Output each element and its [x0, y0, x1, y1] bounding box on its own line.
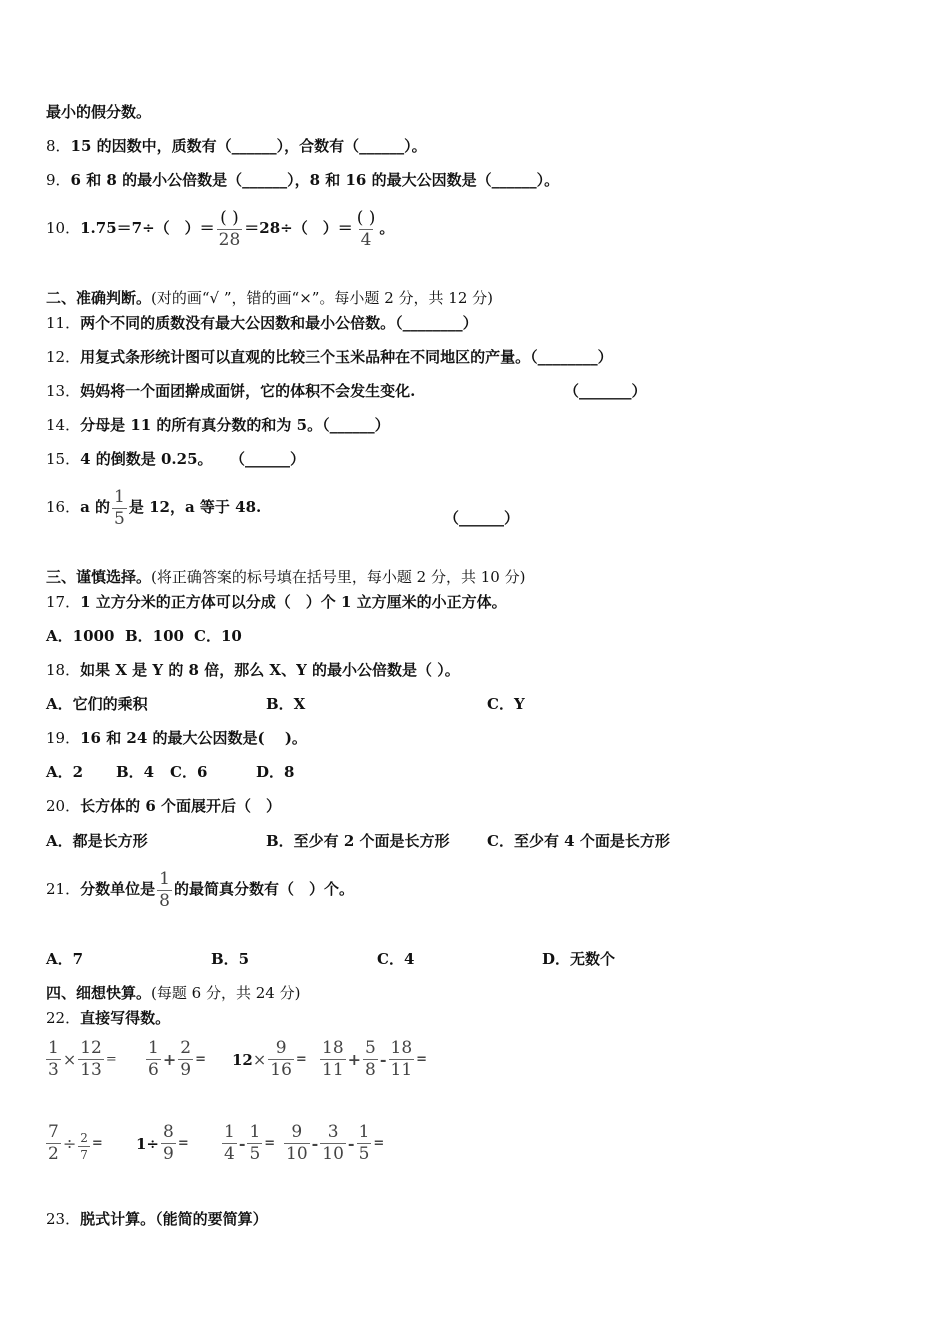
question-text: 用复式条形统计图可以直观的比较三个玉米品种在不同地区的产量。（________）: [80, 348, 613, 366]
question-text: 妈妈将一个面团擀成面饼，它的体积不会发生变化.: [80, 382, 416, 400]
question-text-post: 。: [379, 219, 395, 237]
option-d: D．无数个: [542, 950, 616, 968]
question-number: 9．: [46, 171, 71, 189]
question-text: 4 的倒数是 0.25。: [80, 450, 213, 468]
question-20: [46, 796, 281, 816]
option-a: A．7: [46, 950, 84, 968]
question-21: [46, 866, 354, 912]
answer-blank: （______）: [444, 509, 520, 527]
question-number: 8．: [46, 137, 71, 155]
answer-blank: （_______）: [564, 382, 647, 400]
question-number: 10．: [46, 219, 81, 237]
question-number: 22．: [46, 1009, 81, 1027]
section-title: 二、准确判断。: [46, 289, 152, 307]
question-23: [46, 1209, 268, 1229]
fraction-one-eighth: $\frac{1}{8}$: [159, 868, 170, 911]
question-number: 15．: [46, 450, 81, 468]
question-19: [46, 728, 307, 748]
question-number: 19．: [46, 729, 81, 747]
option-a: A．1000: [46, 627, 115, 645]
question-number: 16．: [46, 498, 81, 516]
section-3-heading: [46, 567, 525, 587]
question-text: 长方体的 6 个面展开后（ ）: [80, 797, 281, 815]
question-text: 15 的因数中，质数有（______），合数有（______）。: [70, 137, 427, 155]
calc-item: 1÷ $\frac{8}{9}$ =: [136, 1122, 189, 1164]
option-d: D．8: [256, 763, 295, 781]
question-number: 14．: [46, 416, 81, 434]
calc-item: $\frac{1}{4}$ - $\frac{1}{5}$ =: [224, 1122, 276, 1164]
calc-item: $\frac{1}{3}$ × $\frac{12}{13}$ =: [48, 1038, 117, 1080]
section-4-heading: [46, 983, 300, 1003]
question-number: 18．: [46, 661, 81, 679]
answer-blank: （______）: [230, 450, 306, 468]
section-note: (对的画“√ ”，错的画“×”。每小题 2 分，共 12 分): [151, 289, 493, 307]
question-14: [46, 415, 390, 435]
question-text-pre: 1.75＝7÷（ ）＝: [80, 219, 215, 237]
question-text: 16 和 24 的最大公因数是( )。: [80, 729, 307, 747]
section-note: (将正确答案的标号填在括号里，每小题 2 分，共 10 分): [151, 568, 526, 586]
option-c: C．Y: [487, 695, 525, 713]
fraction-one-fifth: $\frac{1}{5}$: [114, 486, 125, 529]
question-number: 21．: [46, 880, 81, 898]
option-b: B．至少有 2 个面是长方形: [266, 832, 450, 850]
question-text-mid: ＝28÷（ ）＝: [244, 219, 353, 237]
question-text-post: 是 12，a 等于 48.: [128, 498, 262, 516]
question-text: 脱式计算。（能简的要简算）: [80, 1210, 268, 1228]
question-text: 6 和 8 的最小公倍数是（______），8 和 16 的最大公因数是（______）。: [70, 171, 560, 189]
question-12: [46, 347, 613, 367]
calc-item: $\frac{1}{6}$ + $\frac{2}{9}$ =: [148, 1038, 206, 1080]
option-b: B．5: [211, 950, 250, 968]
question-17: [46, 592, 507, 612]
calc-item: $\frac{9}{10}$ - $\frac{3}{10}$ - $\frac{1}{5}$ =: [286, 1122, 385, 1164]
option-c: C．至少有 4 个面是长方形: [487, 832, 670, 850]
question-text: 直接写得数。: [80, 1009, 171, 1027]
question-16: [46, 484, 261, 530]
option-a: A．2: [46, 763, 84, 781]
question-15: [46, 449, 213, 469]
question-text-pre: 分数单位是: [80, 880, 156, 898]
question-text: 两个不同的质数没有最大公因数和最小公倍数。（________）: [80, 314, 478, 332]
question-9: [46, 170, 559, 190]
question-text: 1 立方分米的正方体可以分成（ ）个 1 立方厘米的小正方体。: [80, 593, 507, 611]
section-title: 四、细想快算。: [46, 984, 152, 1002]
section-title: 三、谨慎选择。: [46, 568, 152, 586]
question-text: 如果 X 是 Y 的 8 倍，那么 X、Y 的最小公倍数是（ ）。: [80, 661, 460, 679]
continued-text: 最小的假分数。: [46, 103, 152, 121]
option-c: C．4: [377, 950, 415, 968]
question-number: 23．: [46, 1210, 81, 1228]
question-11: [46, 313, 478, 333]
calc-item: 12 × $\frac{9}{16}$ =: [232, 1038, 307, 1080]
question-number: 20．: [46, 797, 81, 815]
section-note: (每题 6 分，共 24 分): [151, 984, 301, 1002]
question-18: [46, 660, 460, 680]
option-c: C．6: [170, 763, 208, 781]
option-c: C．10: [194, 627, 242, 645]
section-2-heading: [46, 288, 493, 308]
option-b: B．X: [266, 695, 306, 713]
option-b: B．4: [116, 763, 155, 781]
question-22: [46, 1008, 170, 1028]
question-text-post: 的最简真分数有（ ）个。: [173, 880, 354, 898]
question-text-pre: a 的: [80, 498, 111, 516]
question-13: [46, 381, 415, 401]
question-number: 13．: [46, 382, 81, 400]
question-number: 11．: [46, 314, 81, 332]
calc-item: $\frac{7}{2}$ ÷ $\frac{2}{7}$ =: [48, 1122, 103, 1164]
question-number: 12．: [46, 348, 81, 366]
fraction-blank-28: $\frac{( )}{28}$: [218, 207, 241, 250]
option-a: A．都是长方形: [46, 832, 148, 850]
question-number: 17．: [46, 593, 81, 611]
option-a: A．它们的乘积: [46, 695, 148, 713]
fraction-blank-4: $\frac{( )}{4}$: [356, 207, 376, 250]
option-b: B．100: [125, 627, 184, 645]
question-8: [46, 136, 427, 156]
question-text: 分母是 11 的所有真分数的和为 5。（______）: [80, 416, 390, 434]
question-10: [46, 202, 394, 254]
calc-item: $\frac{18}{11}$ + $\frac{5}{8}$ - $\frac{18}{11}$ =: [322, 1038, 428, 1080]
